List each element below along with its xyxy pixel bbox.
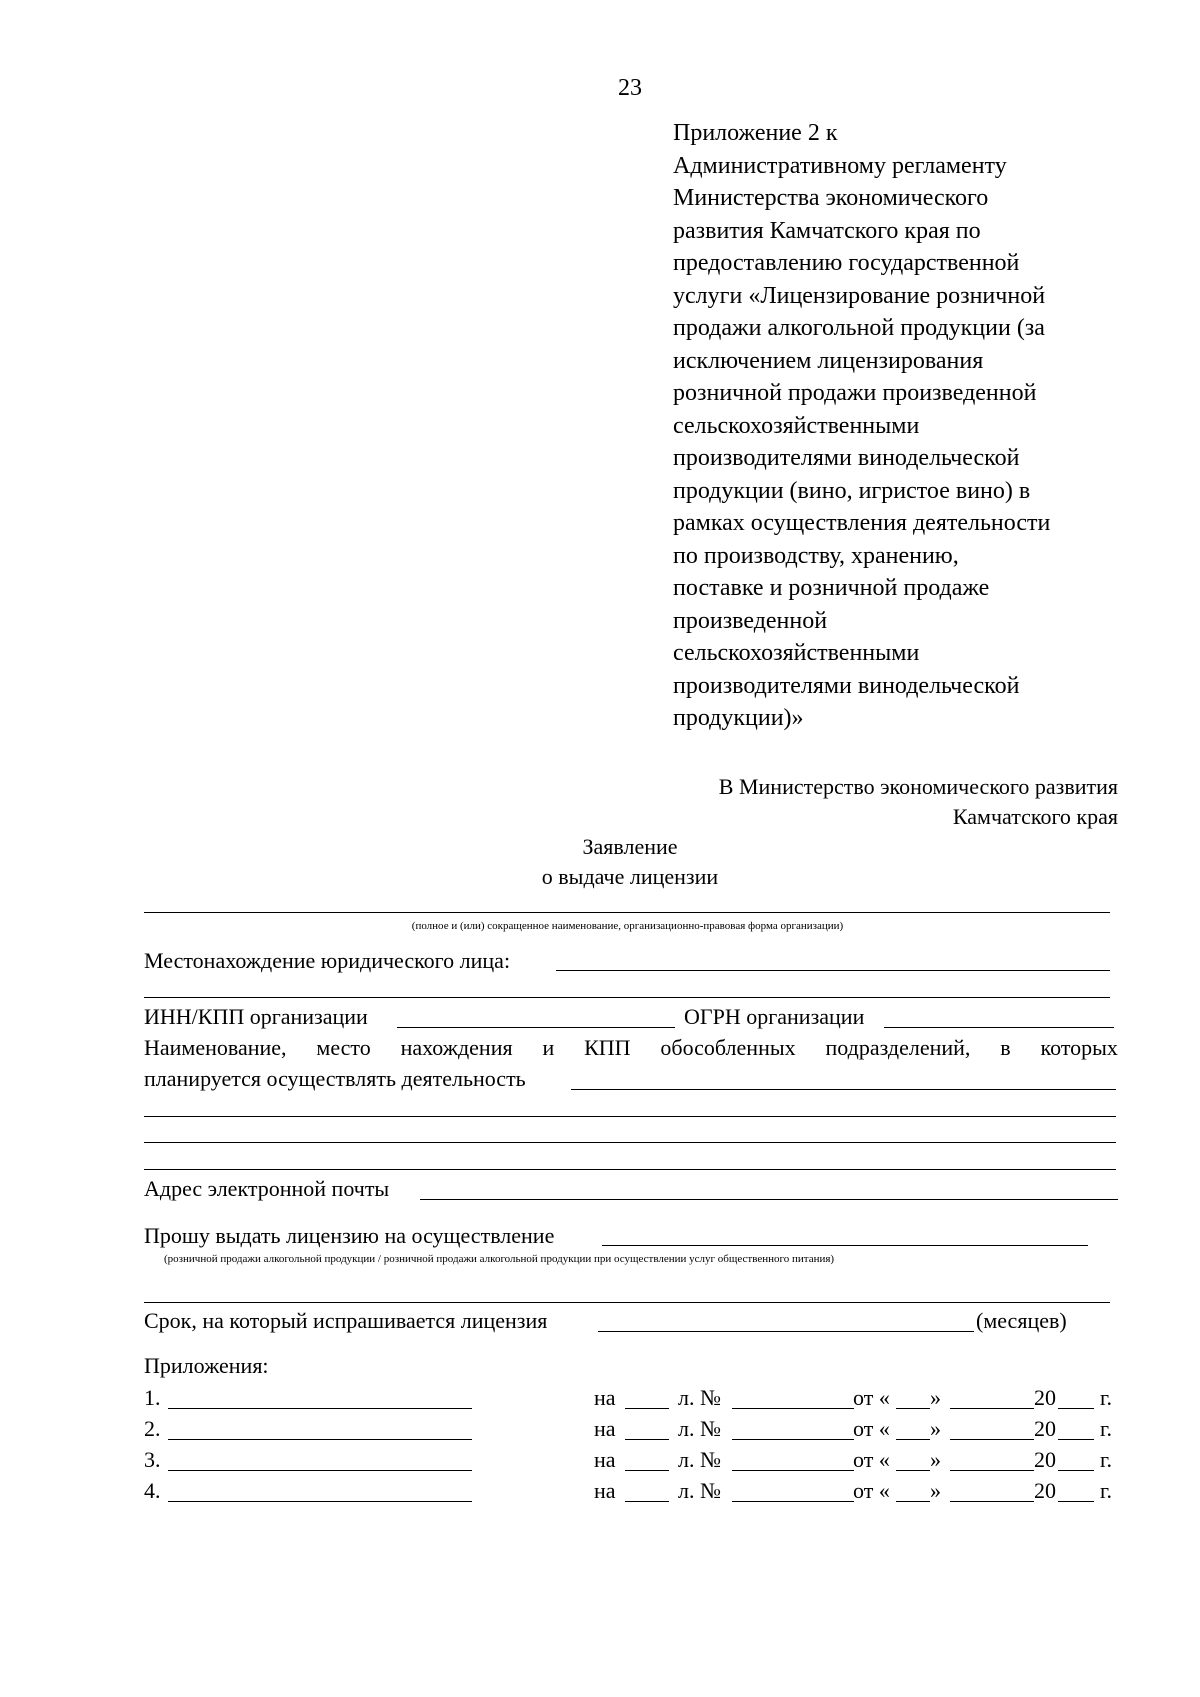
- appendix-line: услуги «Лицензирование розничной: [673, 282, 1046, 309]
- attachment-doc-number-field[interactable]: [732, 1470, 854, 1471]
- attachment-year-prefix: 20: [1034, 1416, 1056, 1441]
- attachment-doc-number-field[interactable]: [732, 1501, 854, 1502]
- attachment-sheets-field[interactable]: [625, 1408, 669, 1409]
- appendix-line: развития Камчатского края по: [673, 217, 981, 244]
- appendix-line: сельскохозяйственными: [673, 412, 920, 439]
- branches-field-line-3[interactable]: [144, 1142, 1116, 1143]
- request-label: Прошу выдать лицензию на осуществление: [144, 1223, 555, 1248]
- attachment-year-suffix: г.: [1100, 1447, 1113, 1472]
- inn-kpp-field[interactable]: [397, 1027, 675, 1028]
- attachment-sheets-label: л. №: [678, 1447, 721, 1472]
- attachment-year-suffix: г.: [1100, 1478, 1113, 1503]
- org-name-caption: (полное и (или) сокращенное наименование, организационно-правовая форма организации): [411, 920, 844, 932]
- attachment-day-field[interactable]: [896, 1408, 930, 1409]
- attachment-number: 1.: [144, 1385, 161, 1410]
- attachment-year-prefix: 20: [1034, 1447, 1056, 1472]
- attachment-month-field[interactable]: [950, 1470, 1034, 1471]
- appendix-note: [673, 117, 1133, 735]
- appendix-line: Приложение 2 к: [673, 120, 838, 146]
- addressee-line-2: Камчатского края: [952, 804, 1118, 829]
- branches-word: подразделений,: [825, 1035, 971, 1060]
- attachment-on-label: на: [594, 1385, 616, 1410]
- attachment-on-label: на: [594, 1478, 616, 1503]
- page-number: 23: [618, 75, 642, 101]
- request-field-continued[interactable]: [144, 1302, 1110, 1303]
- branches-word: в: [1000, 1035, 1011, 1060]
- inn-kpp-label: ИНН/КПП организации: [144, 1004, 368, 1029]
- document-title: [0, 832, 1200, 892]
- attachment-year-suffix: г.: [1100, 1385, 1113, 1410]
- attachment-year-field[interactable]: [1058, 1408, 1094, 1409]
- appendix-line: розничной продажи произведенной: [673, 380, 1037, 406]
- attachment-name-field[interactable]: [168, 1408, 472, 1409]
- attachment-month-field[interactable]: [950, 1439, 1034, 1440]
- attachment-close-quote: »: [930, 1416, 941, 1441]
- attachment-sheets-field[interactable]: [625, 1439, 669, 1440]
- addressee-line-1: В Министерство экономического развития: [718, 774, 1118, 799]
- attachment-year-prefix: 20: [1034, 1385, 1056, 1410]
- appendix-line: производителями винодельческой: [673, 672, 1020, 699]
- branches-label-line-2: планируется осуществлять деятельность: [144, 1066, 526, 1091]
- attachment-day-field[interactable]: [896, 1439, 930, 1440]
- ogrn-field[interactable]: [884, 1027, 1114, 1028]
- attachment-month-field[interactable]: [950, 1501, 1034, 1502]
- branches-word: которых: [1040, 1035, 1118, 1060]
- email-label: Адрес электронной почты: [144, 1176, 390, 1201]
- appendix-line: Министерства экономического: [673, 185, 989, 211]
- attachment-year-field[interactable]: [1058, 1470, 1094, 1471]
- attachment-on-label: на: [594, 1416, 616, 1441]
- attachment-number: 3.: [144, 1447, 161, 1472]
- appendix-line: рамках осуществления деятельности: [673, 510, 1051, 536]
- attachment-doc-number-field[interactable]: [732, 1439, 854, 1440]
- term-field[interactable]: [598, 1331, 974, 1332]
- appendix-line: произведенной: [673, 607, 828, 634]
- attachment-day-field[interactable]: [896, 1470, 930, 1471]
- attachment-name-field[interactable]: [168, 1439, 472, 1440]
- attachment-number: 2.: [144, 1416, 161, 1441]
- branches-word: и: [542, 1035, 555, 1060]
- request-caption: (розничной продажи алкогольной продукции / розничной продажи алкогольной продукции при осуществлении услуг общественного питания): [164, 1253, 835, 1265]
- attachment-year-prefix: 20: [1034, 1478, 1056, 1503]
- branches-word: место: [316, 1035, 371, 1060]
- appendix-line: исключением лицензирования: [673, 347, 984, 374]
- location-field-continued[interactable]: [144, 997, 1110, 998]
- attachment-close-quote: »: [930, 1447, 941, 1472]
- location-label: Местонахождение юридического лица:: [144, 948, 511, 973]
- appendix-line: по производству, хранению,: [673, 542, 959, 569]
- branches-word: КПП: [584, 1035, 631, 1060]
- attachment-sheets-label: л. №: [678, 1478, 721, 1503]
- attachment-from-label: от «: [853, 1478, 890, 1503]
- attachment-from-label: от «: [853, 1416, 890, 1441]
- branches-field[interactable]: [571, 1089, 1116, 1090]
- attachment-sheets-field[interactable]: [625, 1470, 669, 1471]
- appendix-line: продажи алкогольной продукции (за: [673, 315, 1045, 341]
- attachment-sheets-field[interactable]: [625, 1501, 669, 1502]
- term-label: Срок, на который испрашивается лицензия: [144, 1308, 548, 1333]
- location-field[interactable]: [556, 970, 1110, 971]
- attachments-heading: Приложения:: [144, 1353, 269, 1378]
- addressee: [719, 772, 1118, 832]
- branches-field-line-4[interactable]: [144, 1169, 1116, 1170]
- title-line-1: Заявление: [582, 834, 678, 859]
- attachment-from-label: от «: [853, 1447, 890, 1472]
- attachment-from-label: от «: [853, 1385, 890, 1410]
- attachment-day-field[interactable]: [896, 1501, 930, 1502]
- attachment-year-field[interactable]: [1058, 1439, 1094, 1440]
- attachment-year-suffix: г.: [1100, 1416, 1113, 1441]
- attachment-year-field[interactable]: [1058, 1501, 1094, 1502]
- attachment-month-field[interactable]: [950, 1408, 1034, 1409]
- appendix-line: продукции)»: [673, 705, 804, 731]
- request-field[interactable]: [602, 1245, 1088, 1246]
- appendix-line: сельскохозяйственными: [673, 640, 920, 666]
- attachment-doc-number-field[interactable]: [732, 1408, 854, 1409]
- attachment-close-quote: »: [930, 1385, 941, 1410]
- ogrn-label: ОГРН организации: [684, 1004, 865, 1029]
- appendix-line: производителями винодельческой: [673, 445, 1020, 471]
- attachment-name-field[interactable]: [168, 1470, 472, 1471]
- appendix-line: поставке и розничной продаже: [673, 575, 990, 601]
- title-line-2: о выдаче лицензии: [541, 864, 719, 889]
- email-field[interactable]: [420, 1199, 1118, 1200]
- branches-word: обособленных: [660, 1035, 796, 1060]
- attachment-sheets-label: л. №: [678, 1416, 721, 1441]
- branches-label-line-1: [144, 1033, 1118, 1063]
- org-name-field[interactable]: [144, 912, 1110, 913]
- appendix-line: Административному регламенту: [673, 152, 1007, 179]
- branches-field-line-2[interactable]: [144, 1116, 1116, 1117]
- attachment-close-quote: »: [930, 1478, 941, 1503]
- term-unit: (месяцев): [976, 1308, 1067, 1333]
- attachment-number: 4.: [144, 1478, 161, 1503]
- branches-word: Наименование,: [144, 1035, 287, 1060]
- appendix-line: продукции (вино, игристое вино) в: [673, 477, 1031, 504]
- attachment-on-label: на: [594, 1447, 616, 1472]
- branches-word: нахождения: [400, 1035, 513, 1060]
- attachment-sheets-label: л. №: [678, 1385, 721, 1410]
- attachment-name-field[interactable]: [168, 1501, 472, 1502]
- appendix-line: предоставлению государственной: [673, 250, 1020, 276]
